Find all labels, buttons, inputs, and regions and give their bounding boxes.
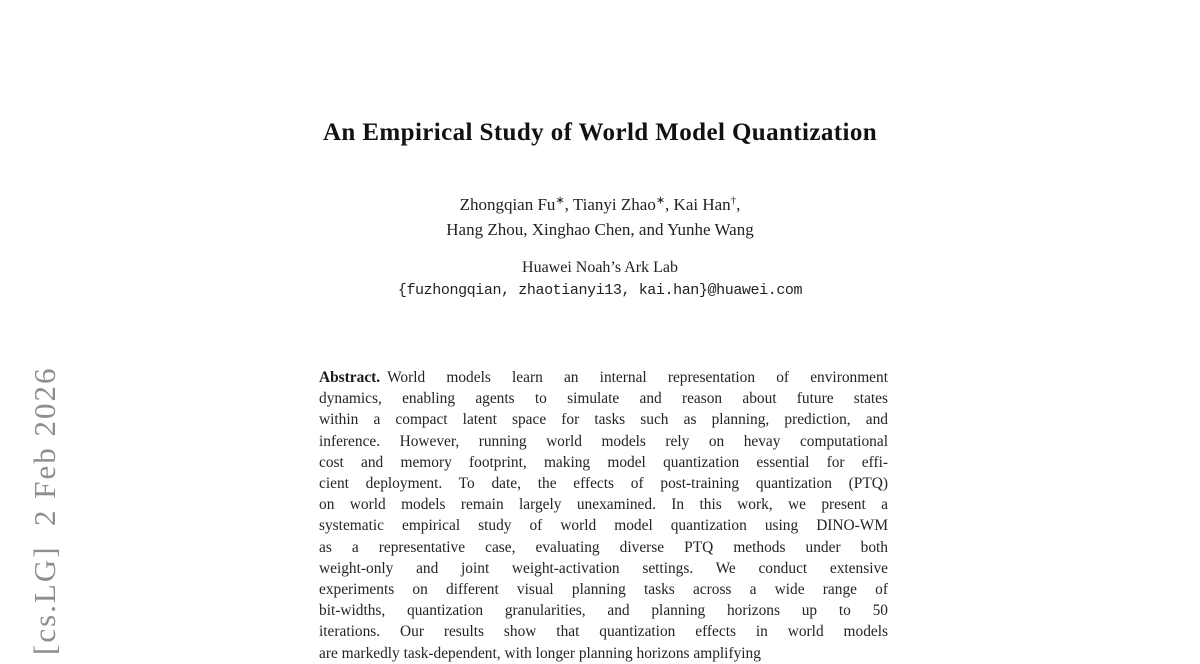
arxiv-watermark: [cs.LG] 2 Feb 2026 xyxy=(27,366,62,655)
abstract-line: bit-widths, quantization granularities, and planning horizons up to 50 xyxy=(319,602,888,620)
author-separator: , xyxy=(564,195,573,214)
abstract-line: systematic empirical study of world model quantization using DINO-WM xyxy=(319,517,888,535)
abstract-line: weight-only and joint weight-activation settings. We conduct extensive xyxy=(319,559,888,577)
affiliation: Huawei Noah’s Ark Lab xyxy=(522,259,678,276)
abstract-line: cient deployment. To date, the effects of post-training quantization (PTQ) xyxy=(319,475,888,493)
author-block xyxy=(0,192,1200,242)
author-separator: , xyxy=(736,195,741,214)
abstract-line: within a compact latent space for tasks such as planning, prediction, and xyxy=(319,411,888,429)
author-line-1 xyxy=(0,192,1200,217)
contact-email: {fuzhongqian, zhaotianyi13, kai.han}@huawei.com xyxy=(397,282,803,299)
abstract-label: Abstract. xyxy=(319,369,381,386)
abstract-line: dynamics, enabling agents to simulate and reason about future states xyxy=(319,390,888,408)
author-name: Tianyi Zhao xyxy=(572,195,656,214)
author-name: Zhongqian Fu xyxy=(459,195,556,214)
paper-title: An Empirical Study of World Model Quantization xyxy=(322,119,878,146)
abstract-line: on world models remain largely unexamined. In this work, we present a xyxy=(319,496,888,514)
author-mark-dagger: † xyxy=(730,194,737,207)
abstract-line: cost and memory footprint, making model quantization essential for effi- xyxy=(319,453,888,471)
author-line-2: Hang Zhou, Xinghao Chen, and Yunhe Wang xyxy=(446,220,754,239)
abstract-text: World models learn an internal representation of environment xyxy=(387,369,888,386)
author-name: Kai Han xyxy=(673,195,731,214)
abstract-line-clipped: are markedly task-dependent, with longer planning horizons amplifying xyxy=(319,644,761,662)
abstract-line: inference. However, running world models rely on hevay computational xyxy=(319,432,888,450)
abstract-line xyxy=(319,367,888,388)
abstract-line: iterations. Our results show that quantization effects in world models xyxy=(319,623,888,641)
author-mark-asterisk: ∗ xyxy=(555,194,565,207)
abstract-section xyxy=(319,367,888,664)
author-mark-asterisk: ∗ xyxy=(655,194,666,207)
abstract-line: as a representative case, evaluating diverse PTQ methods under both xyxy=(319,538,888,556)
abstract-line: experiments on different visual planning tasks across a wide range of xyxy=(319,581,888,599)
author-separator: , xyxy=(665,195,674,214)
